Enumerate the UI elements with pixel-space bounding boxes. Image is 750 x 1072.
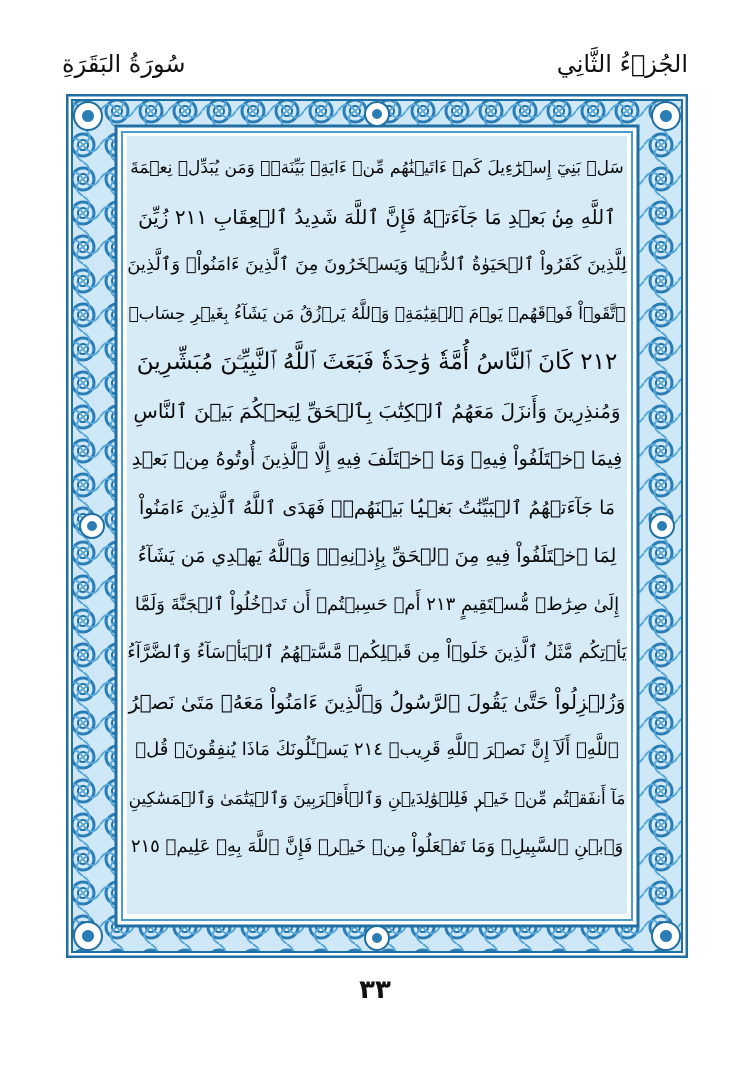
verse-line: وَزُلۡزِلُواْ حَتَّىٰ يَقُولَ ٱلرَّسُولُ وَٱلَّذِينَ ءَامَنُواْ مَعَهُۥ مَتَىٰ نَصۡرُ: [128, 689, 626, 714]
verse-line: وَٱبۡنِ ٱلسَّبِيلِۗ وَمَا تَفۡعَلُواْ مِنۡ خَيۡرٖ فَإِنَّ ٱللَّهَ بِهِۦ عَلِيمٞ ٢١٥: [130, 836, 624, 857]
verse-text-panel: [127, 136, 627, 914]
verse-line: سَلۡ بَنِيٓ إِسۡرَٰٓءِيلَ كَمۡ ءَاتَيۡنَٰهُم مِّنۡ ءَايَةِۭ بَيِّنَةٖۗ وَمَن يُبَدِّلۡ نِعۡمَةَ: [130, 158, 624, 178]
verse-line: لِلَّذِينَ كَفَرُواْ ٱلۡحَيَوٰةُ ٱلدُّنۡيَا وَيَسۡخَرُونَ مِنَ ٱلَّذِينَ ءَامَنُواْۘ وَٱلَّذِينَ: [127, 254, 627, 275]
page-header: [0, 50, 750, 90]
verse-line: فِيمَا ٱخۡتَلَفُواْ فِيهِۚ وَمَا ٱخۡتَلَفَ فِيهِ إِلَّا ٱلَّذِينَ أُوتُوهُ مِنۢ بَعۡدِ: [131, 448, 623, 470]
verse-line: ٱللَّهِ مِنۢ بَعۡدِ مَا جَآءَتۡهُ فَإِنَّ ٱللَّهَ شَدِيدُ ٱلۡعِقَابِ ٢١١ زُيِّنَ: [138, 204, 616, 229]
verse-line: ٱتَّقَوۡاْ فَوۡقَهُمۡ يَوۡمَ ٱلۡقِيَٰمَةِۗ وَٱللَّهُ يَرۡزُقُ مَن يَشَآءُ بِغَيۡرِ حِسَابٖ: [128, 303, 626, 324]
verse-line: مَآ أَنفَقۡتُم مِّنۡ خَيۡرٖ فَلِلۡوَٰلِدَيۡنِ وَٱلۡأَقۡرَبِينَ وَٱلۡيَتَٰمَىٰ وَٱلۡمَسَٰكِينِ: [128, 788, 626, 809]
verse-line: وَمُنذِرِينَ وَأَنزَلَ مَعَهُمُ ٱلۡكِتَٰبَ بِٱلۡحَقِّ لِيَحۡكُمَ بَيۡنَ ٱلنَّاسِ: [133, 398, 621, 423]
page-number: ٣٣: [359, 975, 391, 1005]
verse-line: إِلَىٰ صِرَٰطٖ مُّسۡتَقِيمٍ ٢١٣ أَمۡ حَسِبۡتُمۡ أَن تَدۡخُلُواْ ٱلۡجَنَّةَ وَلَمَّا: [134, 593, 620, 615]
surah-name: سُورَةُ البَقَرَةِ: [62, 50, 186, 78]
verse-line: مَا جَآءَتۡهُمُ ٱلۡبَيِّنَٰتُ بَغۡيَۢا بَيۡنَهُمۡۖ فَهَدَى ٱللَّهُ ٱلَّذِينَ ءَامَنُواْ: [138, 496, 616, 519]
verse-line: لِمَا ٱخۡتَلَفُواْ فِيهِ مِنَ ٱلۡحَقِّ بِإِذۡنِهِۦۗ وَٱللَّهُ يَهۡدِي مَن يَشَآءُ: [137, 545, 617, 567]
verse-line: ٢١٢ كَانَ ٱلنَّاسُ أُمَّةٗ وَٰحِدَةٗ فَبَعَثَ ٱللَّهُ ٱلنَّبِيِّـۧنَ مُبَشِّرِينَ: [136, 349, 618, 375]
juz-name: الجُزۡءُ الثَّانِي: [556, 50, 688, 78]
verse-line: يَأۡتِكُم مَّثَلُ ٱلَّذِينَ خَلَوۡاْ مِن قَبۡلِكُمۖ مَّسَّتۡهُمُ ٱلۡبَأۡسَآءُ وَٱلضَّرَّآءُ: [127, 642, 627, 663]
verse-lines: [127, 144, 627, 872]
verse-line: ٱللَّهِۗ أَلَآ إِنَّ نَصۡرَ ٱللَّهِ قَرِيبٞ ٢١٤ يَسۡـَٔلُونَكَ مَاذَا يُنفِقُونَۖ قُلۡ: [135, 739, 619, 760]
